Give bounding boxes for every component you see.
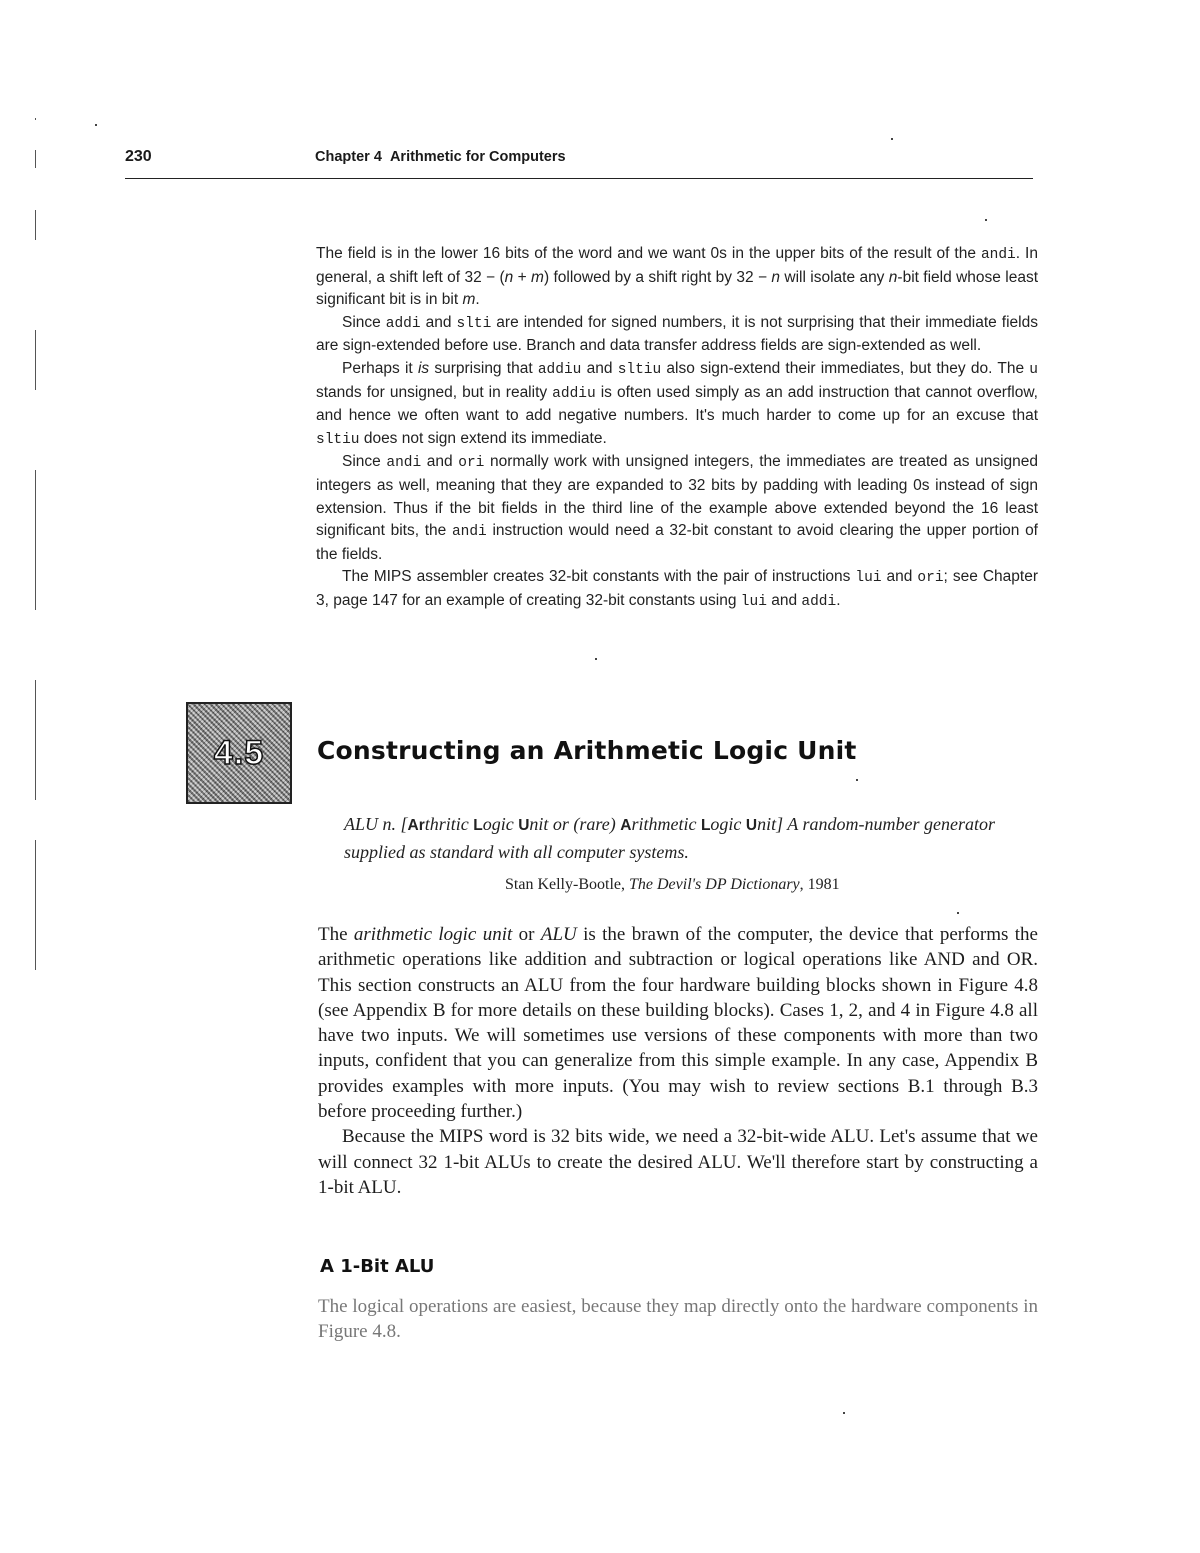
- inline-code: andi: [451, 524, 487, 541]
- math-var: n: [771, 268, 781, 286]
- text-run: The field is in the lower 16 bits of the word and we want 0s in the upper bits of the result of the: [316, 245, 981, 262]
- running-header: [125, 148, 1033, 182]
- text-run: and: [766, 591, 802, 609]
- bold-letter: A: [620, 817, 632, 834]
- inline-code: andi: [980, 247, 1016, 263]
- scan-edge-mark: [35, 210, 36, 240]
- attribution-year: , 1981: [799, 876, 840, 893]
- carryover-text-block: [316, 243, 1038, 614]
- epigraph-attribution: [505, 876, 840, 894]
- scan-edge-mark: [35, 470, 36, 610]
- section-number-badge: [186, 702, 292, 804]
- faded-paragraph: The logical operations are easiest, because they map directly onto the hardware components in Figure 4.8.: [318, 1296, 1038, 1343]
- epigraph-quote: [344, 811, 1040, 865]
- text-run: Perhaps it: [342, 359, 418, 377]
- inline-code: addi: [385, 315, 421, 332]
- text-run: ogic: [710, 814, 746, 834]
- text-run: .: [836, 591, 841, 609]
- inline-code: ori: [458, 455, 485, 472]
- inline-code: sltiu: [617, 361, 662, 378]
- text-run: also sign-extend their immediates, but they do. The: [661, 359, 1030, 377]
- inline-code: u: [1029, 361, 1038, 378]
- inline-code: lui: [740, 593, 767, 610]
- term-emphasis: ALU: [540, 924, 577, 945]
- chapter-label: Chapter 4: [315, 149, 382, 165]
- scan-speck: [957, 912, 959, 914]
- text-run: thritic: [424, 814, 474, 834]
- bold-letter: Ar: [407, 817, 425, 834]
- paragraph: [316, 243, 1038, 312]
- page-number: 230: [125, 148, 152, 165]
- text-run: The MIPS assembler creates 32-bit constants with the pair of instructions: [342, 568, 856, 586]
- scan-edge-mark: [35, 840, 36, 970]
- text-run: ) followed by a shift right by 32 −: [543, 268, 772, 286]
- text-run: The: [318, 924, 354, 945]
- inline-code: addiu: [552, 385, 596, 402]
- paragraph: [316, 312, 1038, 358]
- text-run: or: [512, 924, 541, 945]
- text-run: ; see Chapter 3, page 147 for an example of creating 32-bit constants using: [316, 568, 1038, 609]
- paragraph: [318, 922, 1038, 1124]
- emphasis: is: [417, 359, 430, 377]
- section-title: Constructing an Arithmetic Logic Unit: [317, 736, 857, 765]
- text-run: -bit field whose least significant bit is in bit: [316, 268, 1039, 309]
- subsection-title: A 1-Bit ALU: [320, 1256, 435, 1277]
- header-rule: [125, 178, 1033, 179]
- bold-letter: L: [700, 817, 711, 834]
- paragraph: [316, 451, 1038, 566]
- text-run: is the brawn of the computer, the device that performs the arithmetic operations like addition and subtraction or logical operations like AND and OR. This section constructs an ALU from the four hardware building blocks shown in Figure 4.8 (see Appendix B for more details on these building blocks). Cases 1, 2, and 4 in Figure 4.8 all have two inputs. We will sometimes use versions of these components with more than two inputs, confident that you can generalize from this simple example. In any case, Appendix B provides examples with more inputs. (You may wish to review sections B.1 through B.3 before proceeding further.): [318, 924, 1038, 1123]
- inline-code: addi: [801, 593, 837, 610]
- attribution-work: The Devil's DP Dictionary: [628, 876, 800, 893]
- section-number: 4.5: [213, 733, 265, 772]
- text-run: will isolate any: [780, 268, 889, 286]
- text-run: surprising that: [429, 359, 538, 377]
- inline-code: ori: [917, 570, 944, 587]
- scan-edge-mark: [35, 118, 36, 120]
- text-run: and: [420, 313, 457, 331]
- inline-code: slti: [456, 315, 492, 332]
- scan-speck: [843, 1412, 845, 1414]
- scan-speck: [595, 658, 597, 660]
- text-run: Since: [342, 453, 387, 471]
- bold-letter: U: [745, 817, 758, 834]
- paragraph: Because the MIPS word is 32 bits wide, we need a 32-bit-wide ALU. Let's assume that we will connect 32 1-bit ALUs to create the desired ALU. We'll therefore start by constructing a 1-bit ALU.: [318, 1126, 1038, 1198]
- text-run: ogic: [482, 814, 519, 834]
- text-run: stands for unsigned, but in reality: [316, 383, 553, 401]
- scan-edge-mark: [35, 150, 36, 168]
- scan-speck: [95, 124, 97, 126]
- math-var: n: [888, 268, 898, 286]
- section-body: [318, 922, 1038, 1200]
- paragraph: [316, 358, 1038, 451]
- scan-speck: [891, 138, 893, 140]
- inline-code: lui: [855, 570, 882, 587]
- text-run: .: [475, 291, 480, 309]
- paragraph: [316, 566, 1038, 613]
- math-var: m: [462, 291, 476, 309]
- inline-code: andi: [386, 455, 422, 472]
- text-run: Since: [342, 313, 386, 331]
- text-run: rithmetic: [631, 814, 701, 834]
- inline-code: addiu: [537, 361, 582, 378]
- math-var: m: [531, 268, 544, 286]
- text-run: instruction would need a 32-bit constant to avoid clearing the upper portion of the fields.: [316, 522, 1038, 563]
- bold-letter: L: [473, 817, 483, 834]
- chapter-title: Arithmetic for Computers: [389, 149, 566, 165]
- term-emphasis: arithmetic logic unit: [353, 924, 513, 945]
- math-var: n: [504, 268, 514, 286]
- text-run: and: [581, 359, 618, 377]
- attribution-author: Stan Kelly-Bootle,: [505, 876, 629, 893]
- scan-speck: [856, 779, 858, 781]
- text-run: nit] A random-number generator supplied as standard with all computer systems.: [344, 814, 995, 862]
- inline-code: sltiu: [316, 431, 360, 448]
- scan-speck: [985, 219, 987, 221]
- scan-edge-mark: [35, 680, 36, 800]
- text-run: ALU n. [: [344, 814, 408, 834]
- text-run: does not sign extend its immediate.: [359, 429, 607, 447]
- text-run: normally work with unsigned integers, the immediates are treated as unsigned integers as well, meaning that they are expanded to 32 bits by padding with leading 0s instead of sign extension. Thus if the bit fields in the third line of the example above extended beyond the 16 least significant bits, the: [316, 453, 1038, 540]
- text-run: +: [513, 268, 532, 286]
- chapter-heading: [315, 149, 566, 165]
- text-run: is often used simply as an add instruction that cannot overflow, and hence we often want to add negative numbers. It's much harder to come up for an excuse that: [316, 383, 1038, 425]
- bold-letter: U: [518, 817, 530, 834]
- scan-edge-mark: [35, 330, 36, 390]
- text-run: and: [421, 453, 459, 471]
- text-run: nit or (rare): [529, 814, 621, 834]
- text-run: are intended for signed numbers, it is not surprising that their immediate fields are sign-extended before use. Branch and data transfer address fields are sign-extended as well.: [316, 313, 1038, 355]
- text-run: . In general, a shift left of 32 − (: [316, 245, 1038, 286]
- text-run: and: [881, 568, 918, 586]
